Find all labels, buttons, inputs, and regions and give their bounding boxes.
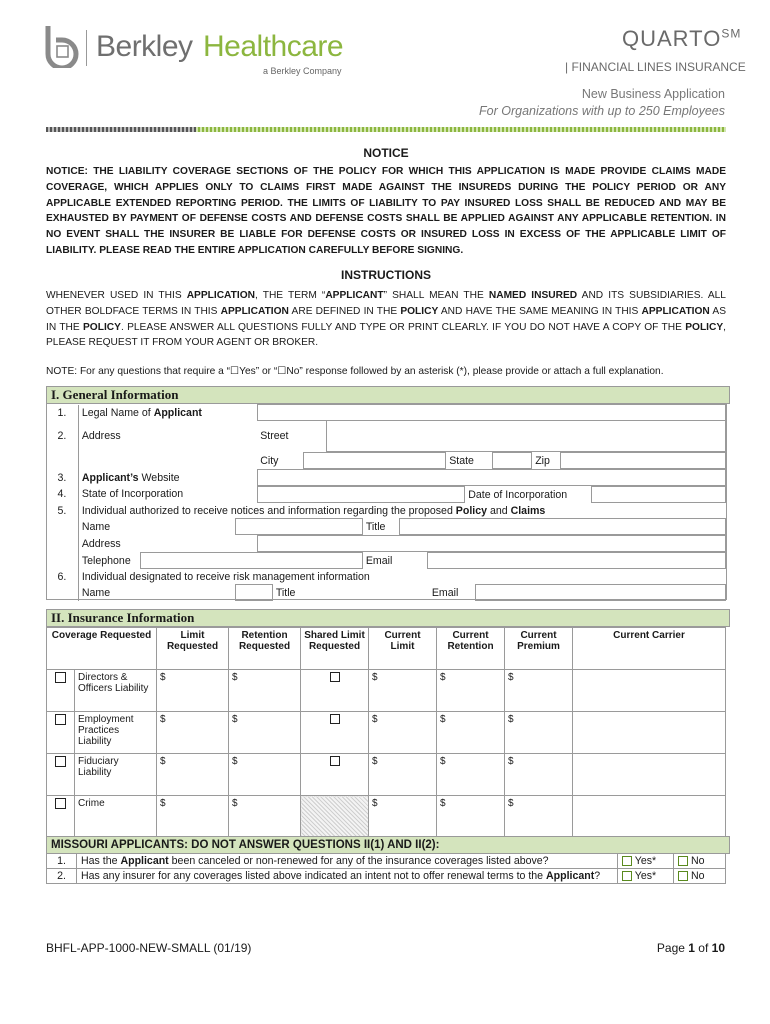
- current-carrier-cell[interactable]: [573, 712, 726, 754]
- state-of-incorporation-label: State of Incorporation: [81, 488, 184, 501]
- contact-name-label: Name: [81, 520, 111, 533]
- form-subtitle: For Organizations with up to 250 Employees: [479, 104, 725, 118]
- state-input[interactable]: [493, 453, 532, 469]
- col-shared-limit-requested: Shared Limit Requested: [301, 628, 369, 670]
- risk-contact-name-input[interactable]: [235, 585, 272, 601]
- current-carrier-cell[interactable]: [573, 796, 726, 838]
- contact-title-input[interactable]: [399, 519, 725, 535]
- coverage-label: Crime: [75, 796, 157, 838]
- shared-limit-checkbox[interactable]: [330, 672, 340, 682]
- question-number: 3.: [46, 470, 78, 486]
- coverage-label: Fiduciary Liability: [75, 754, 157, 796]
- coverage-row-crime: [47, 796, 726, 838]
- missouri-question-1: Has the Applicant been canceled or non-renewed for any of the insurance coverages listed above?: [77, 854, 618, 869]
- berkley-logo-icon: [44, 24, 80, 68]
- website-input[interactable]: [257, 470, 725, 486]
- current-premium-cell[interactable]: $: [505, 670, 573, 712]
- product-line: | FINANCIAL LINES INSURANCE: [565, 60, 746, 74]
- state-of-incorporation-input[interactable]: [258, 487, 465, 503]
- limit-requested-cell[interactable]: $: [157, 796, 229, 838]
- risk-management-contact-label: Individual designated to receive risk management information: [81, 570, 370, 583]
- general-information-header: I. General Information: [46, 386, 730, 404]
- coverage-checkbox[interactable]: [55, 798, 66, 809]
- checkbox-icon: [622, 856, 632, 866]
- brand-name-berkley: Berkley: [96, 30, 193, 63]
- date-of-incorporation-input[interactable]: [592, 487, 725, 503]
- coverage-row-epl: [47, 712, 726, 754]
- coverage-table: [46, 627, 726, 838]
- retention-requested-cell[interactable]: $: [229, 670, 301, 712]
- notice-title: NOTICE: [363, 146, 409, 160]
- yes-option[interactable]: Yes*: [618, 869, 674, 884]
- current-carrier-cell[interactable]: [573, 754, 726, 796]
- page-number: Page 1 of 10: [656, 941, 725, 955]
- current-premium-cell[interactable]: $: [505, 754, 573, 796]
- limit-requested-cell[interactable]: $: [157, 712, 229, 754]
- coverage-label: Directors & Officers Liability: [75, 670, 157, 712]
- city-input[interactable]: [304, 453, 446, 469]
- retention-requested-cell[interactable]: $: [229, 754, 301, 796]
- street-label: Street: [260, 430, 289, 443]
- current-premium-cell[interactable]: $: [505, 796, 573, 838]
- legal-name-input[interactable]: [257, 405, 725, 421]
- current-premium-cell[interactable]: $: [505, 712, 573, 754]
- contact-address-label: Address: [81, 537, 121, 550]
- zip-input[interactable]: [561, 453, 725, 469]
- checkbox-icon: [678, 871, 688, 881]
- zip-label: Zip: [535, 454, 550, 467]
- contact-email-input[interactable]: [427, 553, 725, 569]
- contact-address-input[interactable]: [257, 536, 725, 552]
- contact-name-input[interactable]: [235, 519, 362, 535]
- yes-option[interactable]: Yes*: [618, 854, 674, 869]
- limit-requested-cell[interactable]: $: [157, 670, 229, 712]
- header-rule-accent: [46, 127, 196, 132]
- question-number: 1.: [46, 405, 78, 421]
- instructions-text: WHENEVER USED IN THIS APPLICATION, THE TERM “APPLICANT” SHALL MEAN THE NAMED INSURED AND ITS SUBSIDIARIES. ALL OTHER BOLDFACE TERMS IN THIS APPLICATION ARE DEFINED IN THE POLICY AND HAVE THE SAME MEANING IN THIS APPLICATION AS IN THE POLICY. PLEASE ANSWER ALL QUESTIONS FULLY AND TYPE OR PRINT CLEARLY. IF YOU DO NOT HAVE A COPY OF THE POLICY, PLEASE REQUEST IT FROM YOUR AGENT OR BROKER.: [46, 290, 727, 349]
- insurance-information-header: II. Insurance Information: [46, 609, 730, 627]
- contact-telephone-input[interactable]: [140, 553, 362, 569]
- current-retention-cell[interactable]: $: [437, 670, 505, 712]
- contact-telephone-label: Telephone: [81, 554, 131, 567]
- missouri-questions: [46, 853, 726, 884]
- street-input[interactable]: [327, 421, 726, 452]
- missouri-question-2: Has any insurer for any coverages listed above indicated an intent not to offer renewal terms to the Applicant?: [77, 869, 618, 884]
- general-information-table: [46, 404, 726, 601]
- contact-title-label: Title: [365, 520, 386, 533]
- legal-name-label: Legal Name of Applicant: [81, 406, 202, 419]
- website-label: Applicant’s Website: [81, 471, 180, 484]
- coverage-row-dno: [47, 670, 726, 712]
- risk-contact-title-label: Title: [275, 586, 296, 599]
- notices-contact-label: Individual authorized to receive notices and information regarding the proposed Policy and Claims: [81, 504, 546, 517]
- retention-requested-cell[interactable]: $: [229, 796, 301, 838]
- brand-divider: [86, 30, 87, 66]
- coverage-row-fiduciary: [47, 754, 726, 796]
- no-option[interactable]: No: [674, 869, 726, 884]
- current-retention-cell[interactable]: $: [437, 754, 505, 796]
- missouri-header: MISSOURI APPLICANTS: DO NOT ANSWER QUESTIONS II(1) AND II(2):: [46, 836, 730, 854]
- current-retention-cell[interactable]: $: [437, 712, 505, 754]
- notice-text: NOTICE: THE LIABILITY COVERAGE SECTIONS OF THE POLICY FOR WHICH THIS APPLICATION IS MADE PROVIDE CLAIMS MADE COVERAGE, WHICH APPLIES ONLY TO CLAIMS FIRST MADE AGAINST THE INSUREDS DURING THE POLICY PERIOD OR ANY APPLICABLE EXTENDED REPORTING PERIOD. THE LIMITS OF LIABILITY TO PAY INSURED LOSS SHALL BE REDUCED AND MAY BE EXHAUSTED BY PAYMENT OF DEFENSE COSTS AND DEFENSE COSTS SHALL BE APPLIED AGAINST ANY APPLICABLE RETENTION. IN NO EVENT SHALL THE INSURER BE LIABLE FOR DEFENSE COSTS OR INSURED LOSS IN EXCESS OF THE APPLICABLE LIMIT OF LIABILITY. PLEASE READ THE ENTIRE APPLICATION CAREFULLY BEFORE SIGNING.: [46, 166, 726, 256]
- address-label: Address: [81, 430, 121, 442]
- question-number: 2.: [47, 869, 77, 884]
- current-limit-cell[interactable]: $: [369, 754, 437, 796]
- checkbox-icon: [678, 856, 688, 866]
- product-name: QUARTO℠: [622, 26, 742, 51]
- limit-requested-cell[interactable]: $: [157, 754, 229, 796]
- explanation-note: NOTE: For any questions that require a “☐Yes” or “☐No” response followed by an asterisk (*), please provide or attach a full explanation.: [46, 366, 664, 377]
- coverage-checkbox[interactable]: [55, 714, 66, 725]
- col-retention-requested: Retention Requested: [229, 628, 301, 670]
- checkbox-icon: [622, 871, 632, 881]
- current-limit-cell[interactable]: $: [369, 670, 437, 712]
- question-number: 5.: [46, 503, 78, 518]
- date-of-incorporation-label: Date of Incorporation: [468, 488, 568, 501]
- form-title: New Business Application: [581, 87, 725, 101]
- form-id: BHFL-APP-1000-NEW-SMALL (01/19): [46, 941, 252, 955]
- current-carrier-cell[interactable]: [573, 670, 726, 712]
- col-current-carrier: Current Carrier: [573, 628, 726, 670]
- state-label: State: [449, 454, 474, 467]
- question-number: 2.: [46, 421, 78, 452]
- shared-limit-checkbox[interactable]: [330, 756, 340, 766]
- question-number: 4.: [46, 486, 78, 504]
- col-current-premium: Current Premium: [505, 628, 573, 670]
- brand-subtitle: a Berkley Company: [263, 66, 342, 76]
- retention-requested-cell[interactable]: $: [229, 712, 301, 754]
- col-coverage-requested: Coverage Requested: [47, 628, 157, 670]
- current-limit-cell[interactable]: $: [369, 796, 437, 838]
- current-retention-cell[interactable]: $: [437, 796, 505, 838]
- city-state-zip-row: [257, 452, 725, 469]
- instructions-title: INSTRUCTIONS: [341, 268, 431, 282]
- col-current-retention: Current Retention: [437, 628, 505, 670]
- question-number: 6.: [46, 569, 78, 584]
- question-number: 1.: [47, 854, 77, 869]
- coverage-checkbox[interactable]: [55, 672, 66, 683]
- shared-limit-checkbox[interactable]: [330, 714, 340, 724]
- risk-contact-email-input[interactable]: [475, 585, 725, 601]
- contact-email-label: Email: [365, 554, 393, 567]
- brand-name-healthcare: Healthcare: [203, 30, 344, 63]
- shared-limit-disabled-cell: [301, 796, 369, 838]
- city-label: City: [260, 454, 279, 467]
- col-current-limit: Current Limit: [369, 628, 437, 670]
- coverage-label: Employment Practices Liability: [75, 712, 157, 754]
- risk-contact-email-label: Email: [431, 586, 459, 599]
- col-limit-requested: Limit Requested: [157, 628, 229, 670]
- risk-contact-name-label: Name: [81, 586, 111, 599]
- current-limit-cell[interactable]: $: [369, 712, 437, 754]
- coverage-checkbox[interactable]: [55, 756, 66, 767]
- no-option[interactable]: No: [674, 854, 726, 869]
